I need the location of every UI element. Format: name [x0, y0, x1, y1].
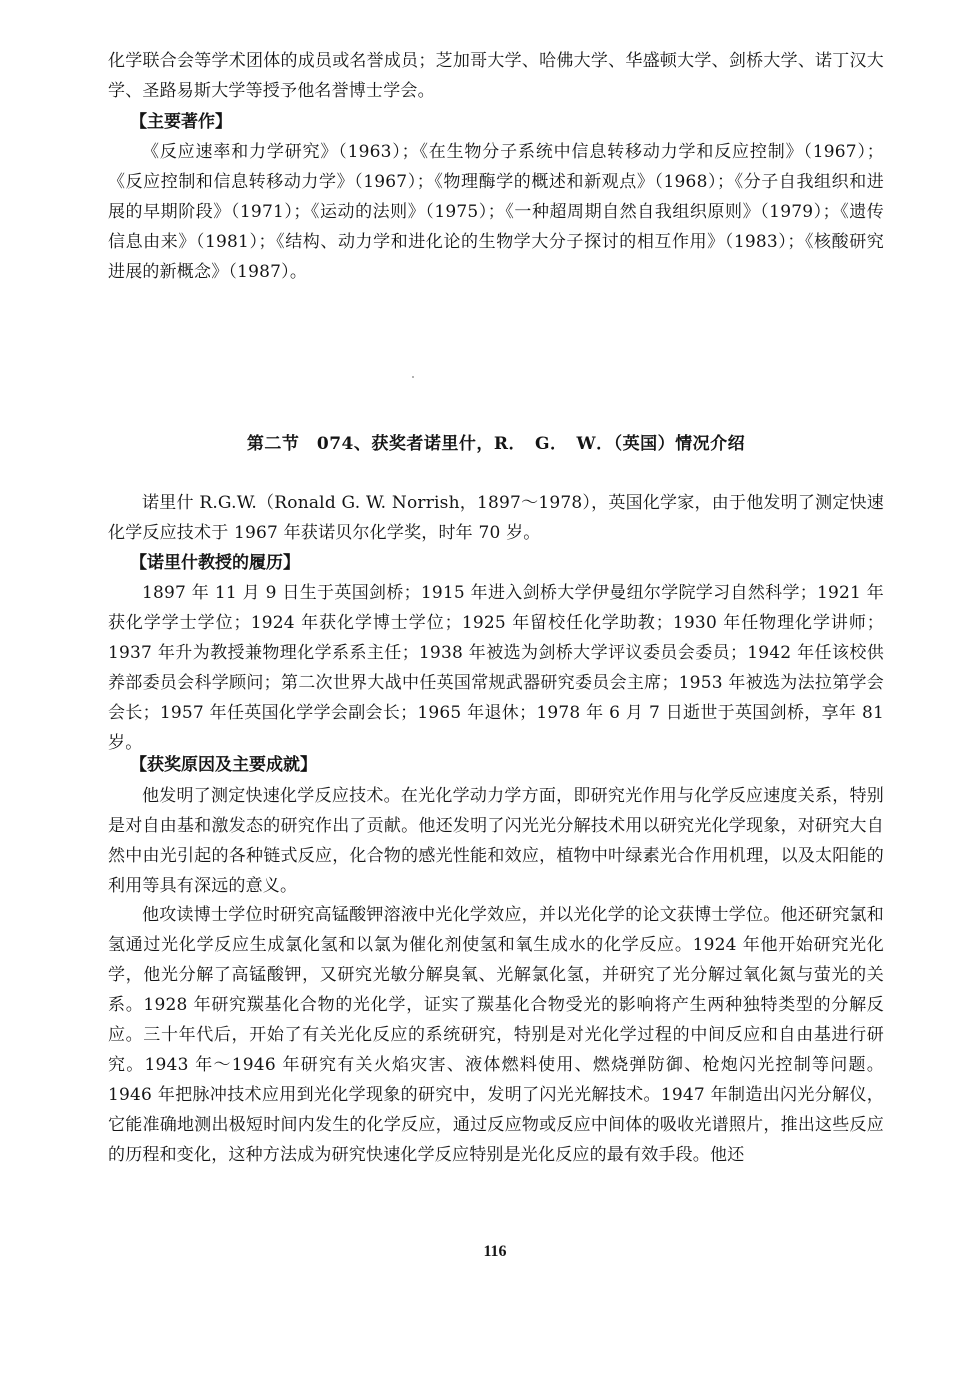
scan-speck: [412, 376, 414, 378]
intro-paragraph: 诺里什 R.G.W.（Ronald G. W. Norrish，1897～1978），英国化学家，由于他发明了测定快速化学反应技术于 1967 年获诺贝尔化学奖，时年 70 岁。: [108, 493, 884, 543]
award-heading: 【获奖原因及主要成就】: [130, 755, 317, 775]
award-paragraph-2: 他攻读博士学位时研究高锰酸钾溶液中光化学效应，并以光化学的论文获博士学位。他还研究氯和氢通过光化学反应生成氯化氢和以氯为催化剂使氢和氧生成水的化学反应。1924 年他开始研究光化学，他光分解了高锰酸钾，又研究光敏分解臭氧、光解氯化氢，并研究了光分解过氧化氮与萤光的关系。1928 年研究羰基化合物的光化学，证实了羰基化合物受光的影响将产生两种独特类型的分解反应。三十年代后，开始了有关光化反应的系统研究，特别是对光化学过程的中间反应和自由基进行研究。1943 年～1946 年研究有关火焰灾害、液体燃料使用、燃烧弹防御、枪炮闪光控制等问题。1946 年把脉冲技术应用到光化学现象的研究中，发明了闪光光解技术。1947 年制造出闪光分解仪，它能准确地测出极短时间内发生的化学反应，通过反应物或反应中间体的吸收光谱照片，推出这些反应的历程和变化，这种方法成为研究快速化学反应特别是光化反应的最有效手段。他还: [108, 905, 884, 1165]
works-heading: 【主要著作】: [130, 112, 232, 132]
resume-paragraph: 1897 年 11 月 9 日生于英国剑桥；1915 年进入剑桥大学伊曼纽尔学院学习自然科学；1921 年获化学学士学位；1924 年获化学博士学位；1925 年留校任化学助教；1930 年任物理化学讲师；1937 年升为教授兼物理化学系系主任；1938 年被选为剑桥大学评议委员会委员；1942 年任该校供养部委员会科学顾问；第二次世界大战中任英国常规武器研究委员会主席；1953 年被选为法拉第学会会长；1957 年任英国化学学会副会长；1965 年退休；1978 年 6 月 7 日逝世于英国剑桥，享年 81 岁。: [108, 583, 884, 753]
page-number: 116: [483, 1243, 507, 1260]
award-paragraph-1: 他发明了测定快速化学反应技术。在光化学动力学方面，即研究光作用与化学反应速度关系，特别是对自由基和激发态的研究作出了贡献。他还发明了闪光光分解技术用以研究光化学现象，对研究大自然中由光引起的各种链式反应，化合物的感光性能和效应，植物中叶绿素光合作用机理，以及太阳能的利用等具有深远的意义。: [108, 786, 884, 896]
resume-heading: 【诺里什教授的履历】: [130, 553, 300, 573]
section-title: 第二节 074、获奖者诺里什，R． G． W．（英国）情况介绍: [246, 434, 746, 454]
works-list: 《反应速率和力学研究》（1963）；《在生物分子系统中信息转移动力学和反应控制》（1967）；《反应控制和信息转移动力学》（1967）；《物理酶学的概述和新观点》（1968）；《分子自我组织和进展的早期阶段》（1971）；《运动的法则》（1975）；《一种超周期自然自我组织原则》（1979）；《遗传信息由来》（1981）；《结构、动力学和进化论的生物学大分子探讨的相互作用》（1983）；《核酸研究进展的新概念》（1987）。: [108, 142, 884, 282]
continued-paragraph: 化学联合会等学术团体的成员或名誉成员；芝加哥大学、哈佛大学、华盛顿大学、剑桥大学、诺丁汉大学、圣路易斯大学等授予他名誉博士学会。: [108, 51, 884, 101]
